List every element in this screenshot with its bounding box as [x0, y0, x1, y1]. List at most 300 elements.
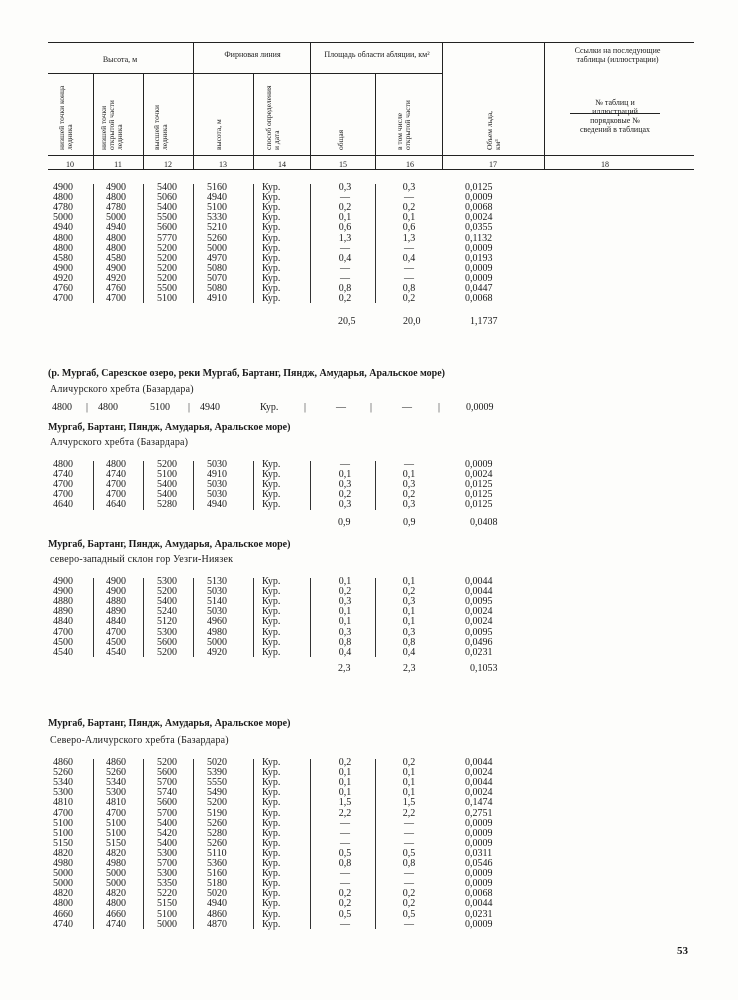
block5-cell-r14-c1: 4800: [106, 898, 126, 910]
block5-cell-r9-c2: 5300: [157, 847, 177, 859]
block5-cell-r2-c2: 5700: [157, 777, 177, 789]
block1-cell-r8-c4: Кур.: [262, 262, 281, 274]
block3-cell-r1-c3: 4910: [207, 469, 227, 481]
block1-column-rule: [310, 184, 311, 303]
block1-cell-r5-c5: 1,3: [338, 232, 352, 244]
block1-cell-r2-c3: 5100: [207, 202, 227, 214]
block4-cell-r4-c7: 0,0024: [465, 616, 493, 628]
block5-cell-r1-c6: 0,1: [402, 767, 416, 779]
block1-cell-r1-c2: 5060: [157, 192, 177, 204]
block5-column-rule: [193, 759, 194, 929]
block4-cell-r0-c5: 0,1: [338, 576, 352, 587]
block5-cell-r9-c4: Кур.: [262, 847, 281, 859]
block4-cell-r3-c7: 0,0024: [465, 606, 493, 618]
block5-cell-r12-c3: 5180: [207, 878, 227, 890]
block5-cell-r5-c0: 4700: [53, 807, 73, 819]
block4-cell-r5-c1: 4700: [106, 626, 126, 638]
block4-cell-r6-c2: 5600: [157, 636, 177, 648]
block5-cell-r15-c7: 0,0231: [465, 908, 493, 920]
block5-cell-r10-c4: Кур.: [262, 858, 281, 869]
block5-cell-r4-c5: 1,5: [338, 797, 352, 809]
block5-cell-r14-c4: Кур.: [262, 898, 281, 910]
block5-cell-r1-c5: 0,1: [338, 767, 352, 779]
block4-cell-r4-c3: 4960: [207, 616, 227, 628]
block5-cell-r8-c1: 5150: [106, 837, 126, 849]
block5-cell-r13-c7: 0,0068: [465, 888, 493, 900]
block5-cell-r7-c0: 5100: [53, 827, 73, 839]
block4-cell-r3-c5: 0,1: [338, 606, 352, 618]
block5-cell-r5-c5: 2,2: [338, 807, 352, 819]
block5-cell-r4-c0: 4810: [53, 797, 73, 809]
block5-cell-r2-c1: 5340: [106, 777, 126, 789]
block5-cell-r11-c5: —: [340, 868, 350, 880]
block1-cell-r2-c6: 0,2: [402, 202, 416, 214]
block1-cell-r4-c3: 5210: [207, 222, 227, 234]
block3-cell-r3-c6: 0,2: [402, 489, 416, 501]
block5-cell-r9-c6: 0,5: [402, 847, 416, 859]
block5-cell-r4-c6: 1,5: [402, 797, 416, 809]
block5-cell-r16-c5: —: [340, 918, 350, 930]
block5-cell-r16-c3: 4870: [207, 918, 227, 930]
block-4-total-open: 2,3: [403, 663, 416, 674]
block4-column-rule: [93, 578, 94, 657]
block5-cell-r8-c4: Кур.: [262, 837, 281, 849]
block4-cell-r0-c1: 4900: [106, 576, 126, 587]
block5-cell-r2-c7: 0,0044: [465, 777, 493, 789]
block1-cell-r0-c6: 0,3: [402, 182, 416, 193]
block5-cell-r7-c1: 5100: [106, 827, 126, 839]
header-col-18b: порядковые № сведений в таблицах: [579, 116, 651, 134]
block1-cell-r9-c4: Кур.: [262, 272, 281, 284]
block1-cell-r7-c3: 4970: [207, 252, 227, 264]
block5-cell-r7-c3: 5280: [207, 827, 227, 839]
block4-cell-r3-c2: 5240: [157, 606, 177, 618]
block5-cell-r0-c0: 4860: [53, 757, 73, 768]
block1-cell-r9-c5: —: [340, 272, 350, 284]
page-number: 53: [677, 945, 688, 957]
block3-cell-r0-c1: 4800: [106, 459, 126, 470]
block5-cell-r12-c6: —: [404, 878, 414, 890]
block5-cell-r12-c0: 5000: [53, 878, 73, 890]
block5-cell-r3-c6: 0,1: [402, 787, 416, 799]
block5-cell-r10-c3: 5360: [207, 858, 227, 869]
block5-cell-r12-c4: Кур.: [262, 878, 281, 890]
block4-cell-r5-c4: Кур.: [262, 626, 281, 638]
block1-cell-r6-c0: 4800: [53, 242, 73, 254]
block-3-title: Мургаб, Бартанг, Пяндж, Амударья, Аральское море): [48, 422, 291, 433]
block5-cell-r3-c0: 5300: [53, 787, 73, 799]
block5-cell-r3-c3: 5490: [207, 787, 227, 799]
block3-cell-r3-c1: 4700: [106, 489, 126, 501]
block3-cell-r1-c4: Кур.: [262, 469, 281, 481]
block5-cell-r12-c7: 0,0009: [465, 878, 493, 890]
block-4-total-volume: 0,1053: [470, 663, 498, 674]
block5-cell-r0-c6: 0,2: [402, 757, 416, 768]
block5-cell-r11-c4: Кур.: [262, 868, 281, 880]
block-4-subtitle: северо-западный склон гор Уезги-Ниязек: [50, 554, 234, 565]
block1-cell-r7-c6: 0,4: [402, 252, 416, 264]
block5-cell-r2-c4: Кур.: [262, 777, 281, 789]
header-group-height: Высота, м: [102, 55, 138, 64]
block1-cell-r5-c1: 4800: [106, 232, 126, 244]
block5-cell-r1-c7: 0,0024: [465, 767, 493, 779]
block-1-total-volume: 1,1737: [470, 316, 498, 327]
block1-cell-r6-c6: —: [404, 242, 414, 254]
block5-cell-r12-c2: 5350: [157, 878, 177, 890]
block5-cell-r15-c0: 4660: [53, 908, 73, 920]
block5-cell-r9-c3: 5110: [207, 847, 227, 859]
block3-cell-r0-c7: 0,0009: [465, 459, 493, 470]
block1-cell-r6-c7: 0,0009: [465, 242, 493, 254]
block1-cell-r2-c2: 5400: [157, 202, 177, 214]
block5-cell-r11-c2: 5300: [157, 868, 177, 880]
block5-cell-r13-c5: 0,2: [338, 888, 352, 900]
block1-cell-r3-c4: Кур.: [262, 212, 281, 224]
block5-cell-r3-c4: Кур.: [262, 787, 281, 799]
block5-cell-r7-c6: —: [404, 827, 414, 839]
colnum-16: 16: [406, 160, 414, 169]
block5-cell-r8-c5: —: [340, 837, 350, 849]
block1-cell-r5-c0: 4800: [53, 232, 73, 244]
block4-cell-r4-c5: 0,1: [338, 616, 352, 628]
block5-cell-r14-c6: 0,2: [402, 898, 416, 910]
block1-cell-r1-c0: 4800: [53, 192, 73, 204]
block1-cell-r1-c5: —: [340, 192, 350, 204]
block5-cell-r1-c4: Кур.: [262, 767, 281, 779]
block5-cell-r15-c4: Кур.: [262, 908, 281, 920]
block3-cell-r3-c5: 0,2: [338, 489, 352, 501]
block1-cell-r8-c3: 5080: [207, 262, 227, 274]
block4-cell-r2-c6: 0,3: [402, 596, 416, 608]
block1-cell-r7-c5: 0,4: [338, 252, 352, 264]
block3-cell-r4-c0: 4640: [53, 499, 73, 511]
block3-column-rule: [375, 461, 376, 510]
block3-cell-r3-c4: Кур.: [262, 489, 281, 501]
block5-cell-r5-c1: 4700: [106, 807, 126, 819]
block1-cell-r4-c5: 0,6: [338, 222, 352, 234]
colnum-14: 14: [278, 160, 286, 169]
block5-cell-r15-c5: 0,5: [338, 908, 352, 920]
block4-cell-r1-c7: 0,0044: [465, 586, 493, 598]
b2-c14: Кур.: [260, 402, 279, 413]
block1-cell-r6-c4: Кур.: [262, 242, 281, 254]
block4-cell-r0-c2: 5300: [157, 576, 177, 587]
block5-cell-r10-c6: 0,8: [402, 858, 416, 869]
block1-cell-r11-c2: 5100: [157, 293, 177, 305]
block1-cell-r2-c0: 4780: [53, 202, 73, 214]
block5-cell-r4-c7: 0,1474: [465, 797, 493, 809]
block1-column-rule: [93, 184, 94, 303]
block5-cell-r6-c1: 5100: [106, 817, 126, 829]
block5-cell-r12-c1: 5000: [106, 878, 126, 890]
block1-cell-r0-c4: Кур.: [262, 182, 281, 193]
block1-cell-r8-c7: 0,0009: [465, 262, 493, 274]
block4-cell-r7-c0: 4540: [53, 646, 73, 658]
block4-cell-r5-c7: 0,0095: [465, 626, 493, 638]
block-2-title: (р. Мургаб, Сарезское озеро, реки Мургаб, Бартанг, Пяндж, Амударья, Аральское море): [48, 368, 446, 379]
block1-cell-r1-c1: 4800: [106, 192, 126, 204]
block5-cell-r10-c1: 4980: [106, 858, 126, 869]
block3-column-rule: [310, 461, 311, 510]
block1-cell-r1-c6: —: [404, 192, 414, 204]
block5-column-rule: [253, 759, 254, 929]
block1-cell-r8-c2: 5200: [157, 262, 177, 274]
block4-cell-r4-c4: Кур.: [262, 616, 281, 628]
block-1-total-open: 20,0: [403, 316, 421, 327]
colnum-13: 13: [219, 160, 227, 169]
block3-cell-r0-c3: 5030: [207, 459, 227, 470]
block4-cell-r1-c5: 0,2: [338, 586, 352, 598]
block5-cell-r5-c7: 0,2751: [465, 807, 493, 819]
block5-cell-r3-c2: 5740: [157, 787, 177, 799]
block3-cell-r3-c3: 5030: [207, 489, 227, 501]
block3-cell-r4-c1: 4640: [106, 499, 126, 511]
block4-cell-r1-c3: 5030: [207, 586, 227, 598]
block1-cell-r0-c7: 0,0125: [465, 182, 493, 193]
block5-cell-r1-c0: 5260: [53, 767, 73, 779]
block1-cell-r11-c1: 4700: [106, 293, 126, 305]
block3-column-rule: [253, 461, 254, 510]
block3-cell-r1-c7: 0,0024: [465, 469, 493, 481]
block4-cell-r1-c4: Кур.: [262, 586, 281, 598]
block4-cell-r3-c4: Кур.: [262, 606, 281, 618]
block1-cell-r3-c6: 0,1: [402, 212, 416, 224]
block5-cell-r6-c6: —: [404, 817, 414, 829]
block3-cell-r1-c2: 5100: [157, 469, 177, 481]
block1-cell-r10-c2: 5500: [157, 283, 177, 294]
block-4-title: Мургаб, Бартанг, Пяндж, Амударья, Аральское море): [48, 539, 291, 550]
block1-column-rule: [375, 184, 376, 303]
block-5-title: Мургаб, Бартанг, Пяндж, Амударья, Аральское море): [48, 718, 291, 729]
block5-cell-r7-c4: Кур.: [262, 827, 281, 839]
block1-cell-r6-c5: —: [340, 242, 350, 254]
header-col-11: низшей точки открытой части ледника: [99, 100, 124, 150]
block5-cell-r13-c1: 4820: [106, 888, 126, 900]
block5-cell-r16-c7: 0,0009: [465, 918, 493, 930]
b2-c15: —: [336, 402, 346, 413]
block1-cell-r3-c0: 5000: [53, 212, 73, 224]
block5-cell-r6-c2: 5400: [157, 817, 177, 829]
block1-cell-r0-c1: 4900: [106, 182, 126, 193]
block5-cell-r2-c6: 0,1: [402, 777, 416, 789]
block4-cell-r5-c5: 0,3: [338, 626, 352, 638]
block1-cell-r3-c7: 0,0024: [465, 212, 493, 224]
block1-cell-r10-c0: 4760: [53, 283, 73, 294]
block5-cell-r10-c5: 0,8: [338, 858, 352, 869]
block3-cell-r4-c7: 0,0125: [465, 499, 493, 511]
block5-cell-r10-c7: 0,0546: [465, 858, 493, 869]
block4-cell-r2-c5: 0,3: [338, 596, 352, 608]
block5-cell-r5-c3: 5190: [207, 807, 227, 819]
header-col-13: высота, м: [214, 119, 223, 150]
block5-cell-r8-c0: 5150: [53, 837, 73, 849]
block-1-total-area: 20,5: [338, 316, 356, 327]
b2-c10: 4800: [52, 402, 72, 413]
block1-cell-r11-c5: 0,2: [338, 293, 352, 305]
block4-cell-r2-c0: 4880: [53, 596, 73, 608]
block5-cell-r14-c7: 0,0044: [465, 898, 493, 910]
block3-cell-r4-c2: 5280: [157, 499, 177, 511]
block5-cell-r0-c1: 4860: [106, 757, 126, 768]
block5-cell-r6-c5: —: [340, 817, 350, 829]
block5-cell-r0-c7: 0,0044: [465, 757, 493, 768]
block1-cell-r2-c5: 0,2: [338, 202, 352, 214]
block4-cell-r1-c6: 0,2: [402, 586, 416, 598]
block5-cell-r7-c5: —: [340, 827, 350, 839]
b2-c17: 0,0009: [466, 402, 494, 413]
block1-cell-r6-c3: 5000: [207, 242, 227, 254]
block1-cell-r10-c1: 4760: [106, 283, 126, 294]
block4-cell-r1-c2: 5200: [157, 586, 177, 598]
block1-cell-r5-c2: 5770: [157, 232, 177, 244]
colnum-17: 17: [489, 160, 497, 169]
header-col-16: в том числе открытой части: [395, 100, 412, 150]
block3-cell-r4-c5: 0,3: [338, 499, 352, 511]
block5-column-rule: [310, 759, 311, 929]
block1-cell-r11-c4: Кур.: [262, 293, 281, 305]
block5-cell-r13-c0: 4820: [53, 888, 73, 900]
block3-cell-r3-c0: 4700: [53, 489, 73, 501]
header-group-refs: Ссылки на последующие таблицы (иллюстрации): [574, 46, 661, 64]
colnum-12: 12: [164, 160, 172, 169]
block4-cell-r7-c3: 4920: [207, 646, 227, 658]
header-col-12: высшей точки ледника: [152, 104, 169, 150]
block5-cell-r0-c4: Кур.: [262, 757, 281, 768]
block5-cell-r2-c0: 5340: [53, 777, 73, 789]
block4-column-rule: [193, 578, 194, 657]
block1-cell-r2-c4: Кур.: [262, 202, 281, 214]
block1-cell-r4-c4: Кур.: [262, 222, 281, 234]
block1-cell-r9-c7: 0,0009: [465, 272, 493, 284]
block5-cell-r11-c1: 5000: [106, 868, 126, 880]
block5-cell-r14-c2: 5150: [157, 898, 177, 910]
block1-cell-r11-c7: 0,0068: [465, 293, 493, 305]
block4-cell-r2-c7: 0,0095: [465, 596, 493, 608]
block1-cell-r7-c4: Кур.: [262, 252, 281, 264]
block1-column-rule: [143, 184, 144, 303]
block5-cell-r2-c5: 0,1: [338, 777, 352, 789]
block4-cell-r1-c1: 4900: [106, 586, 126, 598]
block5-cell-r11-c3: 5160: [207, 868, 227, 880]
block5-cell-r9-c5: 0,5: [338, 847, 352, 859]
block5-cell-r13-c4: Кур.: [262, 888, 281, 900]
block1-cell-r6-c2: 5200: [157, 242, 177, 254]
block1-cell-r4-c7: 0,0355: [465, 222, 493, 234]
block1-cell-r2-c7: 0,0068: [465, 202, 493, 214]
block3-cell-r4-c6: 0,3: [402, 499, 416, 511]
block1-cell-r4-c1: 4940: [106, 222, 126, 234]
block4-cell-r6-c5: 0,8: [338, 636, 352, 648]
block5-cell-r15-c3: 4860: [207, 908, 227, 920]
block4-column-rule: [253, 578, 254, 657]
block1-cell-r3-c5: 0,1: [338, 212, 352, 224]
block1-cell-r11-c6: 0,2: [402, 293, 416, 305]
block4-cell-r2-c2: 5400: [157, 596, 177, 608]
block1-cell-r7-c7: 0,0193: [465, 252, 493, 264]
block5-cell-r6-c0: 5100: [53, 817, 73, 829]
block1-cell-r9-c6: —: [404, 272, 414, 284]
block1-column-rule: [193, 184, 194, 303]
block5-cell-r6-c3: 5260: [207, 817, 227, 829]
block4-cell-r0-c7: 0,0044: [465, 576, 493, 587]
block5-cell-r14-c5: 0,2: [338, 898, 352, 910]
block4-cell-r4-c2: 5120: [157, 616, 177, 628]
block4-cell-r7-c7: 0,0231: [465, 646, 493, 658]
block5-cell-r0-c5: 0,2: [338, 757, 352, 768]
block3-cell-r2-c6: 0,3: [402, 479, 416, 491]
block5-cell-r14-c0: 4800: [53, 898, 73, 910]
block-2-subtitle: Аличурского хребта (Базардара): [50, 384, 194, 395]
block5-cell-r10-c0: 4980: [53, 858, 73, 869]
block4-cell-r0-c3: 5130: [207, 576, 227, 587]
block4-cell-r3-c0: 4890: [53, 606, 73, 618]
block1-cell-r11-c0: 4700: [53, 293, 73, 305]
block-3-total-volume: 0,0408: [470, 517, 498, 528]
block1-column-rule: [253, 184, 254, 303]
block5-cell-r9-c0: 4820: [53, 847, 73, 859]
block4-cell-r7-c1: 4540: [106, 646, 126, 658]
block1-cell-r0-c0: 4900: [53, 182, 73, 193]
block3-cell-r3-c2: 5400: [157, 489, 177, 501]
b2-c13: 4940: [200, 402, 220, 413]
block5-cell-r3-c1: 5300: [106, 787, 126, 799]
block4-cell-r5-c0: 4700: [53, 626, 73, 638]
block5-cell-r16-c4: Кур.: [262, 918, 281, 930]
block4-column-rule: [375, 578, 376, 657]
block1-cell-r1-c3: 4940: [207, 192, 227, 204]
block3-column-rule: [143, 461, 144, 510]
block4-cell-r0-c0: 4900: [53, 576, 73, 587]
block5-cell-r5-c6: 2,2: [402, 807, 416, 819]
block4-cell-r4-c1: 4840: [106, 616, 126, 628]
block1-cell-r5-c3: 5260: [207, 232, 227, 244]
block5-cell-r10-c2: 5700: [157, 858, 177, 869]
block5-cell-r7-c7: 0,0009: [465, 827, 493, 839]
block1-cell-r9-c1: 4920: [106, 272, 126, 284]
block1-cell-r4-c0: 4940: [53, 222, 73, 234]
block3-cell-r4-c4: Кур.: [262, 499, 281, 511]
block5-cell-r1-c1: 5260: [106, 767, 126, 779]
block-5-subtitle: Северо-Аличурского хребта (Базардара): [50, 735, 229, 746]
block5-cell-r13-c6: 0,2: [402, 888, 416, 900]
block4-cell-r2-c4: Кур.: [262, 596, 281, 608]
block1-cell-r10-c3: 5080: [207, 283, 227, 294]
block4-cell-r6-c6: 0,8: [402, 636, 416, 648]
block1-cell-r5-c4: Кур.: [262, 232, 281, 244]
block-3-total-open: 0,9: [403, 517, 416, 528]
block5-cell-r1-c3: 5390: [207, 767, 227, 779]
block5-cell-r5-c4: Кур.: [262, 807, 281, 819]
block4-cell-r4-c0: 4840: [53, 616, 73, 628]
block5-cell-r8-c7: 0,0009: [465, 837, 493, 849]
block4-cell-r6-c3: 5000: [207, 636, 227, 648]
block4-cell-r3-c6: 0,1: [402, 606, 416, 618]
block1-cell-r7-c2: 5200: [157, 252, 177, 264]
block5-cell-r11-c0: 5000: [53, 868, 73, 880]
block3-cell-r1-c0: 4740: [53, 469, 73, 481]
colnum-11: 11: [114, 160, 122, 169]
block5-cell-r8-c6: —: [404, 837, 414, 849]
block1-cell-r9-c3: 5070: [207, 272, 227, 284]
block1-cell-r9-c2: 5200: [157, 272, 177, 284]
block5-column-rule: [143, 759, 144, 929]
block4-cell-r3-c3: 5030: [207, 606, 227, 618]
block4-cell-r6-c4: Кур.: [262, 636, 281, 648]
block4-cell-r3-c1: 4890: [106, 606, 126, 618]
block3-cell-r1-c6: 0,1: [402, 469, 416, 481]
block5-cell-r13-c3: 5020: [207, 888, 227, 900]
block1-cell-r8-c0: 4900: [53, 262, 73, 274]
